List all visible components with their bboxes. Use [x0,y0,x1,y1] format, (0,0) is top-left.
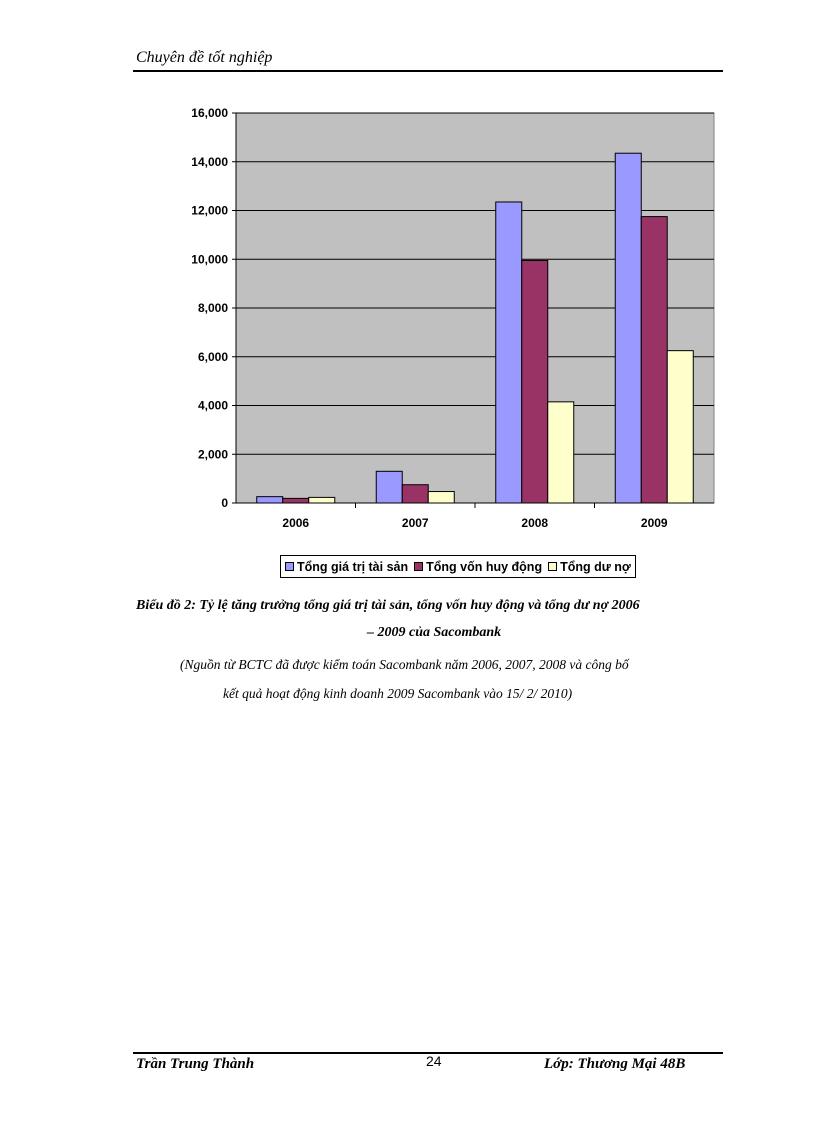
y-tick-label: 8,000 [197,301,228,315]
bar-Tổng giá trị tài sản-2009 [615,153,641,503]
source-line-1: (Nguồn từ BCTC đã được kiểm toán Sacombank năm 2006, 2007, 2008 và công bố [180,657,629,672]
source-line-2: kết quả hoạt động kinh doanh 2009 Sacombank vào 15/ 2/ 2010) [223,686,573,701]
legend-label-loans: Tổng dư nợ [560,559,631,574]
bar-Tổng vốn huy động-2009 [641,217,667,503]
legend-label-assets: Tổng giá trị tài sản [297,559,409,574]
legend-item-deposits [414,560,542,574]
footer-class: Lớp: Thương Mại 48B [544,1056,686,1072]
bar-Tổng giá trị tài sản-2006 [257,497,283,503]
legend-swatch-loans [548,562,557,571]
y-tick-label: 4,000 [197,398,228,413]
bar-Tổng vốn huy động-2006 [283,498,309,503]
bar-chart [170,95,730,545]
legend-item-loans [548,560,631,574]
bar-Tổng dư nợ-2007 [428,492,454,503]
x-tick-label: 2009 [640,516,668,530]
chart-legend [280,555,636,578]
y-tick-label: 2,000 [197,447,228,462]
page-number: 24 [426,1053,442,1069]
header-rule [133,70,723,72]
caption-line-2: – 2009 của Sacombank [367,625,502,640]
bar-Tổng dư nợ-2008 [548,402,574,503]
y-tick-label: 10,000 [191,252,228,267]
bar-Tổng vốn huy động-2008 [522,260,548,503]
bar-Tổng dư nợ-2006 [309,497,335,503]
caption-line-1: Biểu đồ 2: Tỷ lệ tăng trưởng tổng giá trị tài sản, tổng vốn huy động và tổng dư nợ 2006 [136,598,640,613]
legend-label-deposits: Tổng vốn huy động [426,559,543,574]
bar-Tổng vốn huy động-2007 [402,485,428,503]
bar-Tổng dư nợ-2009 [667,351,693,503]
legend-swatch-assets [285,562,294,571]
x-tick-label: 2007 [401,516,429,530]
x-tick-label: 2006 [282,516,310,530]
bar-Tổng giá trị tài sản-2008 [496,202,522,503]
bar-Tổng giá trị tài sản-2007 [376,471,402,503]
legend-item-assets [285,560,408,574]
source-note [180,650,740,708]
footer-author: Trần Trung Thành [136,1056,255,1072]
y-tick-label: 0 [221,496,228,510]
y-tick-label: 6,000 [197,349,228,364]
y-tick-label: 14,000 [191,154,228,169]
y-tick-label: 12,000 [191,203,228,218]
x-tick-label: 2008 [521,516,549,530]
figure-caption [136,592,726,646]
legend-swatch-deposits [414,562,423,571]
header-title: Chuyên đề tốt nghiệp [136,49,273,66]
y-tick-label: 16,000 [191,106,228,120]
